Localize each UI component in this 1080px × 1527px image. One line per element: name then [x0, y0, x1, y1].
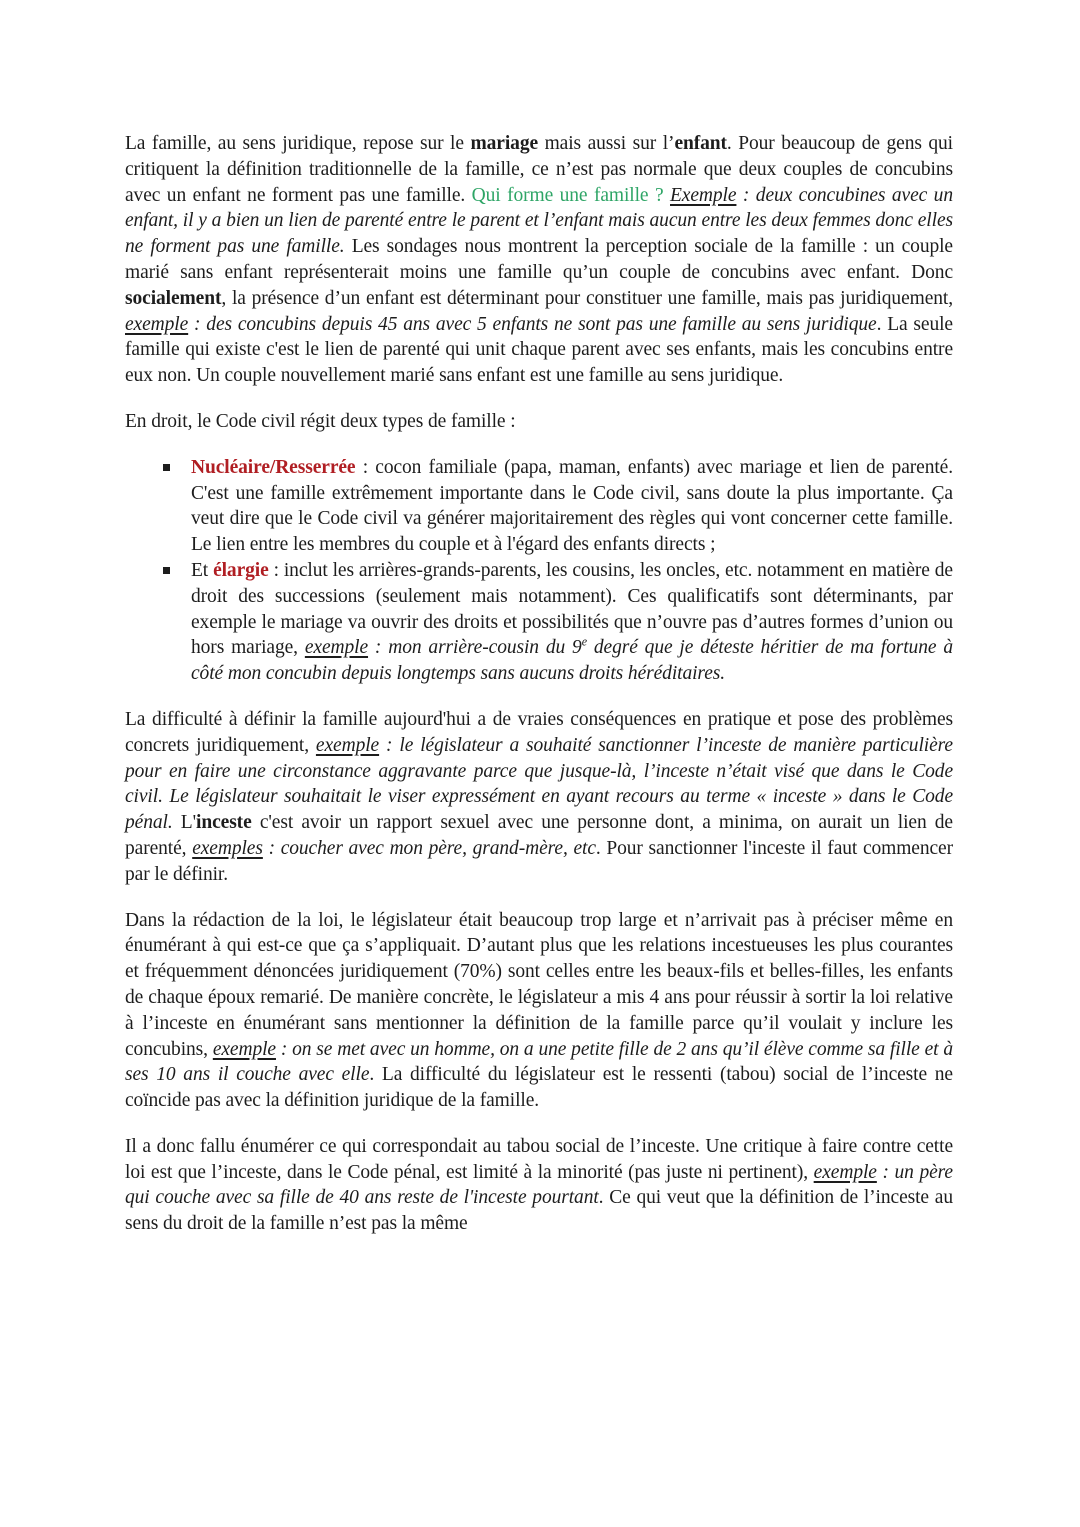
bullet-square-icon	[163, 464, 170, 471]
bold-term-inceste: inceste	[196, 812, 252, 834]
text-run: Les sondages nous montrent la perception sociale de la famille : un couple marié sans enfant représenterait moins une famille qu’un couple de concubins avec enfant. Donc	[125, 236, 953, 283]
text-run: un père qui couche avec sa fille de 40 ans reste de l'inceste pourtant	[125, 1161, 953, 1209]
text-run: . Pour beaucoup de gens qui critiquent la définition traditionnelle de la famille, ce n’est pas normale que deux couples de concubins avec un enfant ne forment pas une famille.	[125, 133, 954, 206]
key-term-nucleaire: Nucléaire/Resserrée	[191, 456, 356, 478]
list-item	[125, 558, 953, 687]
text-run: . La difficulté du législateur est le ressenti (tabou) social de l’inceste ne coïncide pas avec la définition juridique de la famille.	[125, 1064, 953, 1112]
text-run: . Pour sanctionner l'inceste il faut commencer par le définir.	[125, 837, 953, 885]
bullet-list	[125, 455, 953, 687]
text-run: :	[368, 637, 389, 659]
text-run: on se met avec un homme, on a une petite fille de 2 ans qu’il élève comme sa fille et à ses 10 ans il couche avec elle	[125, 1038, 953, 1086]
text-run: mais aussi sur l’	[538, 133, 675, 154]
text-run: c'est avoir un rapport sexuel avec une personne dont, a minima, on aurait un lien de parenté,	[125, 812, 953, 859]
text-run: mon arrière-cousin du 9	[388, 637, 582, 659]
document-body	[125, 131, 953, 1257]
list-item	[125, 455, 953, 558]
text-run: L'	[172, 812, 197, 834]
text-run: Dans la rédaction de la loi, le législateur était beaucoup trop large et n’arrivait pas à préciser même en énumérant à qui est-ce que ça s’appliquait. D’autant plus que les relations incestueuses les plus courantes et fréquemment dénoncées juridiquement (70%) sont celles entre les beaux-fils et belles-filles, les enfants de chaque époux remarié. De manière concrète, le législateur a mis 4 ans pour réussir à sortir la loi relative à l’inceste en énumérant sans mentionner la définition de la famille parce qu’il voulait y inclure les concubins,	[125, 909, 953, 1060]
text-run: :	[736, 184, 756, 206]
bold-term-mariage: mariage	[470, 133, 539, 154]
text-run: :	[876, 1161, 895, 1183]
text-run: des concubins depuis 45 ans avec 5 enfants ne sont pas une famille au sens juridique	[206, 313, 877, 335]
text-run: Et	[191, 559, 214, 581]
example-label: exemple	[212, 1038, 276, 1060]
paragraph	[125, 1134, 953, 1237]
text-run: , la présence d’un enfant est déterminant pour constituer une famille, mais pas juridiquement,	[221, 287, 953, 309]
example-label: exemples	[192, 837, 263, 859]
paragraph	[125, 707, 953, 888]
example-label: exemple	[315, 734, 380, 756]
text-run: :	[188, 313, 207, 335]
text-run: :	[379, 734, 400, 756]
text-run: deux concubines avec un enfant, il y a bien un lien de parenté entre le parent et l’enfant mais aucun entre les deux femmes donc elles ne forment pas une famille.	[125, 184, 953, 258]
text-run: . La seule famille qui existe c'est le lien de parenté qui unit chaque parent avec ses enfants, mais les concubins entre eux non. Un couple nouvellement marié sans enfant est une famille au sens juridique.	[125, 313, 953, 387]
text-run: . Ce qui veut que la définition de l’inceste au sens du droit de la famille n’est pas la même	[125, 1187, 953, 1235]
example-label: exemple	[125, 313, 189, 335]
text-run: le législateur a souhaité sanctionner l’inceste de manière particulière pour en faire une circonstance aggravante parce que jusque-là, l’inceste n’était visé que dans le Code civil. Le législateur souhaitait le viser expressément en ayant recours au terme « inceste » dans le Code pénal.	[125, 734, 953, 834]
text-run: degré que je déteste héritier de ma fortune à côté mon concubin depuis longtemps sans aucuns droits héréditaires.	[191, 637, 953, 685]
superscript-e: e	[581, 634, 587, 649]
question-highlight: Qui forme une famille ?	[471, 184, 670, 206]
bold-term-socialement: socialement	[125, 287, 222, 309]
text-run: :	[275, 1038, 293, 1060]
text-run: :	[262, 837, 281, 859]
text-run: Il a donc fallu énumérer ce qui correspondait au tabou social de l’inceste. Une critique à faire contre cette loi est que l’inceste, dans le Code pénal, est limité à la minorité (pas juste ni pertinent),	[125, 1135, 953, 1183]
paragraph	[125, 409, 953, 435]
text-run: : cocon familiale (papa, maman, enfants) avec mariage et lien de parenté. C'est une famille extrêmement importante dans le Code civil, sans doute la plus importante. Ça veut dire que le Code civil va générer majoritairement des règles qui vont concerner cette famille. Le lien entre les membres du couple et à l'égard des enfants directs ;	[191, 456, 953, 556]
example-label: exemple	[813, 1161, 877, 1183]
text-run: La difficulté à définir la famille aujourd'hui a de vraies conséquences en pratique et pose des problèmes concrets juridiquement,	[125, 708, 953, 756]
text-run: La famille, au sens juridique, repose sur le	[125, 133, 471, 154]
paragraph	[125, 908, 953, 1114]
bullet-square-icon	[163, 567, 170, 574]
text-run: : inclut les arrières-grands-parents, les cousins, les oncles, etc. notamment en matière de droit des successions (seulement mais notamment). Ces qualificatifs sont déterminants, par exemple le mariage va ouvrir des droits et possibilités que n’ouvre pas d’autres formes d’union ou hors mariage,	[191, 559, 953, 659]
paragraph	[125, 131, 953, 389]
text-run: coucher avec mon père, grand-mère, etc	[280, 837, 596, 859]
text-run: En droit, le Code civil régit deux types de famille :	[125, 410, 516, 432]
key-term-elargie: élargie	[213, 559, 269, 581]
example-label: exemple	[304, 637, 369, 659]
example-label: Exemple	[670, 184, 737, 206]
bold-term-enfant: enfant	[674, 133, 727, 154]
